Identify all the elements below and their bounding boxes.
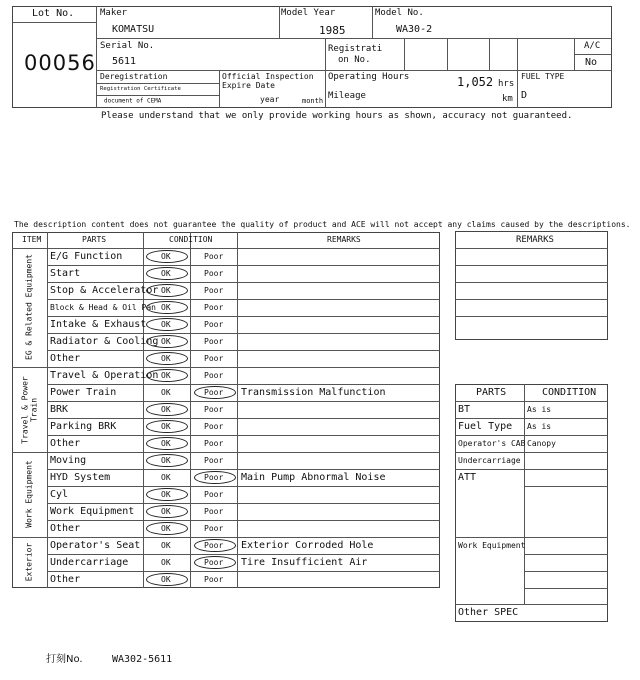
row-part-label: Other (50, 523, 81, 534)
poor-option: Poor (204, 439, 224, 448)
row-part-label: HYD System (50, 472, 111, 483)
ok-option: OK (161, 524, 171, 533)
other-spec-label: Other SPEC (458, 607, 519, 618)
ok-option: OK (161, 405, 171, 414)
group-label: Exterior (24, 542, 34, 581)
ok-selected-mark (146, 250, 188, 263)
remarks-col-header: REMARKS (327, 235, 361, 244)
ok-option: OK (161, 286, 171, 295)
ok-option: OK (161, 541, 171, 550)
ac-value: No (585, 57, 598, 68)
poor-option: Poor (204, 473, 224, 482)
model-no-value: WA30-2 (396, 24, 433, 35)
ok-selected-mark (146, 267, 188, 280)
expire-date-label: Expire Date (222, 81, 275, 90)
operating-hours-label: Operating Hours (328, 72, 410, 82)
month-label: month (302, 97, 324, 105)
spec-cond-fuel-type: As is (527, 422, 552, 431)
ok-selected-mark (146, 352, 188, 365)
row-part-label: Parking BRK (50, 421, 117, 432)
hours-notice: Please understand that we only provide working hours as shown, accuracy not guaranteed. (101, 111, 573, 121)
row-part-label: BRK (50, 404, 69, 415)
poor-option: Poor (204, 388, 224, 397)
ok-selected-mark (146, 369, 188, 382)
ok-option: OK (161, 439, 171, 448)
ok-option: OK (161, 303, 171, 312)
ok-option: OK (161, 354, 171, 363)
row-part-label: Undercarriage (50, 557, 129, 568)
stamp-value: WA302-5611 (112, 654, 173, 665)
ok-selected-mark (146, 573, 188, 586)
group-label: EG & Related Equipment (24, 253, 34, 360)
serial-value: 5611 (112, 56, 137, 67)
km-unit: km (502, 94, 513, 104)
serial-label: Serial No. (100, 41, 155, 51)
ok-option: OK (161, 422, 171, 431)
row-part-label: Other (50, 438, 81, 449)
poor-option: Poor (204, 405, 224, 414)
ok-selected-mark (146, 284, 188, 297)
ok-selected-mark (146, 318, 188, 331)
cema-label: document of CEMA (104, 97, 162, 104)
row-part-label: Cyl (50, 489, 69, 500)
spec-part-bt: BT (458, 404, 471, 415)
ok-option: OK (161, 337, 171, 346)
stamp-label: 打刻No. (46, 654, 83, 665)
row-part-label: Block & Head & Oil Pan (50, 303, 156, 312)
poor-option: Poor (204, 524, 224, 533)
ok-selected-mark (146, 403, 188, 416)
hrs-unit: hrs (498, 79, 515, 89)
model-year-label: Model Year (281, 8, 336, 18)
ok-option: OK (161, 269, 171, 278)
ok-option: OK (161, 490, 171, 499)
ok-selected-mark (146, 522, 188, 535)
ok-option: OK (161, 388, 171, 397)
spec-part-att: ATT (458, 472, 477, 483)
official-inspection-label: Official Inspection (222, 72, 314, 81)
year-label: year (260, 95, 280, 104)
mileage-label: Mileage (328, 91, 366, 101)
poor-option: Poor (204, 490, 224, 499)
ok-option: OK (161, 575, 171, 584)
ok-option: OK (161, 320, 171, 329)
poor-option: Poor (204, 320, 224, 329)
row-remark: Exterior Corroded Hole (241, 540, 374, 551)
row-remark: Main Pump Abnormal Noise (241, 472, 386, 483)
row-part-label: Stop & Accelerator (50, 285, 159, 296)
poor-option: Poor (204, 541, 224, 550)
registration-certificate-label: Registration Certificate (100, 85, 181, 92)
ok-selected-mark (146, 335, 188, 348)
ac-label: A/C (584, 41, 601, 51)
row-part-label: Radiator & Cooling (50, 336, 159, 347)
disclaimer: The description content does not guarantee the quality of product and ACE will not accept any claims caused by the descriptions. (14, 220, 631, 229)
poor-selected-mark (194, 471, 236, 484)
ok-option: OK (161, 252, 171, 261)
row-remark: Transmission Malfunction (241, 387, 386, 398)
registration-label: Registrati (328, 44, 383, 54)
poor-option: Poor (204, 507, 224, 516)
model-no-label: Model No. (375, 8, 424, 18)
parts-spec-box (455, 384, 608, 622)
fuel-type-label: FUEL TYPE (521, 72, 565, 81)
parts-col-header: PARTS (476, 387, 507, 398)
group-label: Work Equipment (24, 459, 34, 528)
ok-selected-mark (146, 505, 188, 518)
poor-selected-mark (194, 386, 236, 399)
spec-cond-bt: As is (527, 405, 552, 414)
spec-part-operator-cab: Operator's CAB (458, 439, 526, 448)
row-part-label: Intake & Exhaust (50, 319, 147, 330)
poor-option: Poor (204, 371, 224, 380)
lot-value: 00056 (24, 51, 96, 75)
ok-option: OK (161, 371, 171, 380)
ok-selected-mark (146, 301, 188, 314)
spec-part-undercarriage: Undercarriage (458, 456, 521, 465)
maker-label: Maker (100, 8, 128, 18)
ok-selected-mark (146, 420, 188, 433)
condition-col-header: CONDITION (169, 235, 213, 244)
maker-value: KOMATSU (112, 24, 155, 35)
poor-selected-mark (194, 556, 236, 569)
poor-option: Poor (204, 303, 224, 312)
ok-selected-mark (146, 488, 188, 501)
row-part-label: Work Equipment (50, 506, 135, 517)
poor-option: Poor (204, 337, 224, 346)
poor-option: Poor (204, 575, 224, 584)
row-part-label: Power Train (50, 387, 117, 398)
row-part-label: Operator's Seat (50, 540, 141, 551)
poor-option: Poor (204, 354, 224, 363)
row-part-label: Other (50, 353, 81, 364)
ok-option: OK (161, 473, 171, 482)
registration-label-2: on No. (338, 55, 371, 65)
poor-option: Poor (204, 269, 224, 278)
ok-option: OK (161, 456, 171, 465)
row-part-label: Travel & Operation (50, 370, 159, 381)
condition-col-header: CONDITION (542, 387, 597, 398)
work-equipment-label: Work Equipment (458, 541, 526, 550)
ok-selected-mark (146, 454, 188, 467)
spec-cond-operator-cab: Canopy (527, 439, 556, 448)
operating-hours-value: 1,052 (457, 75, 494, 89)
deregistration-label: Deregistration (100, 72, 168, 81)
ok-option: OK (161, 558, 171, 567)
model-year-value: 1985 (319, 24, 346, 37)
parts-col-header: PARTS (82, 235, 107, 244)
row-part-label: Moving (50, 455, 87, 466)
row-part-label: Start (50, 268, 81, 279)
item-col-header: ITEM (22, 235, 42, 244)
row-remark: Tire Insufficient Air (241, 557, 368, 568)
right-remarks-title: REMARKS (516, 235, 554, 245)
row-part-label: E/G Function (50, 251, 123, 262)
poor-selected-mark (194, 539, 236, 552)
fuel-type-value: D (521, 90, 528, 101)
ok-selected-mark (146, 437, 188, 450)
lot-label: Lot No. (32, 8, 75, 19)
poor-option: Poor (204, 422, 224, 431)
ok-option: OK (161, 507, 171, 516)
row-part-label: Other (50, 574, 81, 585)
spec-part-fuel-type: Fuel Type (458, 421, 513, 432)
poor-option: Poor (204, 558, 224, 567)
poor-option: Poor (204, 286, 224, 295)
poor-option: Poor (204, 252, 224, 261)
group-label: Travel & Power Train (20, 375, 39, 444)
poor-option: Poor (204, 456, 224, 465)
